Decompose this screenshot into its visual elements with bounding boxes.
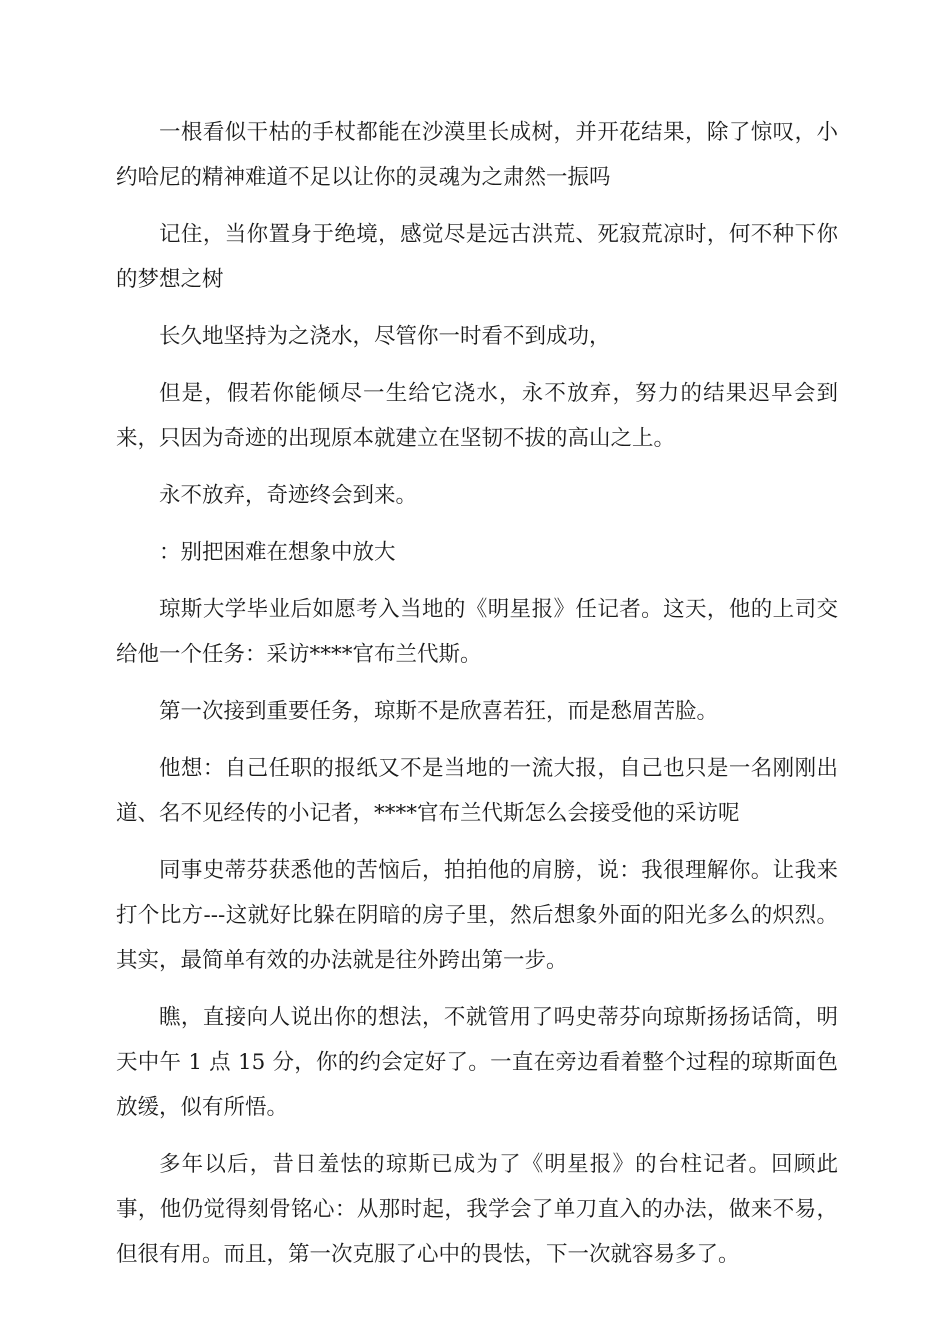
paragraph: 长久地坚持为之浇水，尽管你一时看不到成功， [159,324,611,349]
paragraph: 但是，假若你能倾尽一生给它浇水，永不放弃，努力的结果迟早会到来，只因为奇迹的出现原本就建立在坚韧不拔的高山之上。 [116,381,838,451]
paragraph: 他想：自己任职的报纸又不是当地的一流大报，自己也只是一名刚刚出道、名不见经传的小记者，****官布兰代斯怎么会接受他的采访呢 [116,756,838,826]
paragraph: 记住，当你置身于绝境，感觉尽是远古洪荒、死寂荒凉时，何不种下你的梦想之树 [116,222,838,292]
paragraph: 琼斯大学毕业后如愿考入当地的《明星报》任记者。这天，他的上司交给他一个任务：采访****官布兰代斯。 [116,597,838,667]
paragraph: 多年以后，昔日羞怯的琼斯已成为了《明星报》的台柱记者。回顾此事，他仍觉得刻骨铭心：从那时起，我学会了单刀直入的办法，做来不易，但很有用。而且，第一次克服了心中的畏怯，下一次就容易多了。 [116,1152,838,1267]
paragraph: 同事史蒂芬获悉他的苦恼后，拍拍他的肩膀，说：我很理解你。让我来打个比方---这就好比躲在阴暗的房子里，然后想象外面的阳光多么的炽烈。其实，最简单有效的办法就是往外跨出第一步。 [116,858,838,973]
document-body [116,110,838,1289]
paragraph: 瞧，直接向人说出你的想法，不就管用了吗史蒂芬向琼斯扬扬话筒，明天中午 1 点 15 分，你的约会定好了。一直在旁边看着整个过程的琼斯面色放缓，似有所悟。 [116,1005,838,1120]
paragraph: 一根看似干枯的手杖都能在沙漠里长成树，并开花结果，除了惊叹，小约哈尼的精神难道不足以让你的灵魂为之肃然一振吗 [116,120,838,190]
section-heading: ：别把困难在想象中放大 [159,540,396,565]
paragraph: 第一次接到重要任务，琼斯不是欣喜若狂，而是愁眉苦脸。 [159,699,719,724]
paragraph: 永不放弃，奇迹终会到来。 [159,483,418,508]
